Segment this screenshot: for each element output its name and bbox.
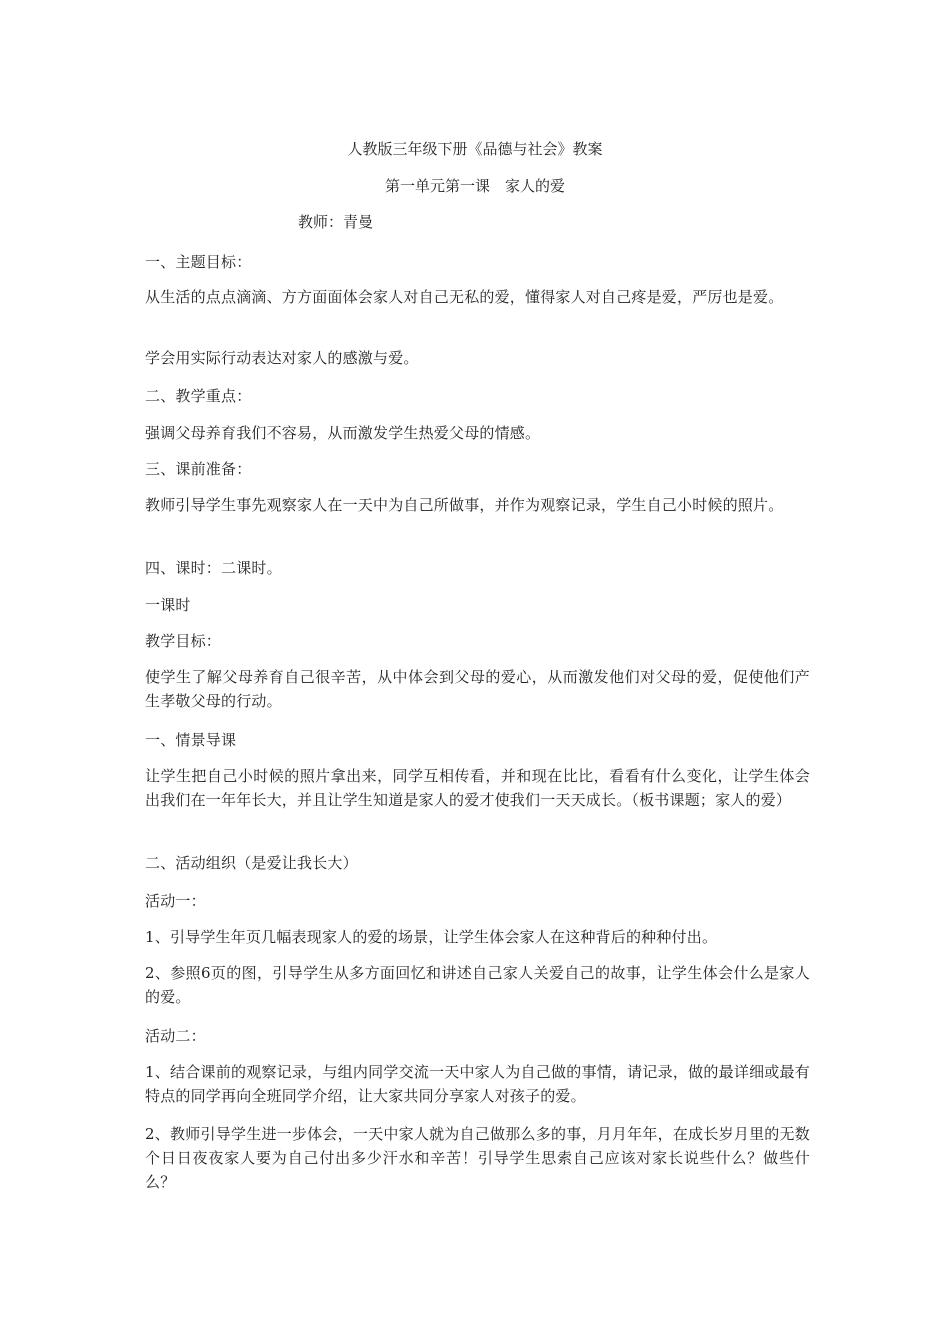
paragraph-goal-2: 学会用实际行动表达对家人的感激与爱。 — [145, 349, 419, 367]
section-heading-intro: 一、情景导课 — [145, 731, 237, 749]
section-heading-activities: 二、活动组织（是爱让我长大） — [145, 854, 358, 872]
section-heading-preparation: 三、课前准备： — [145, 460, 252, 478]
paragraph-teaching-goals: 使学生了解父母养育自己很辛苦，从中体会到父母的爱心，从而激发他们对父母的爱，促使他们产生孝敬父母的行动。 — [145, 668, 810, 710]
activity-one-item-1: 1、引导学生年页几幅表现家人的爱的场景，让学生体会家人在这种背后的种种付出。 — [145, 928, 718, 946]
activity-one-label: 活动一： — [145, 892, 206, 910]
paragraph-focus: 强调父母养育我们不容易，从而激发学生热爱父母的情感。 — [145, 424, 541, 442]
paragraph-preparation: 教师引导学生事先观察家人在一天中为自己所做事，并作为观察记录，学生自己小时候的照片。 — [145, 496, 784, 514]
section-heading-goals: 一、主题目标： — [145, 253, 252, 271]
section-heading-periods: 四、课时：二课时。 — [145, 559, 282, 577]
teacher-line: 教师：青曼 — [298, 213, 374, 231]
paragraph-goal-1: 从生活的点点滴滴、方方面面体会家人对自己无私的爱，懂得家人对自己疼是爱，严厉也是爱。 — [145, 288, 784, 306]
document-title: 人教版三年级下册《品德与社会》教案 — [347, 140, 603, 158]
section-heading-focus: 二、教学重点： — [145, 387, 252, 405]
teaching-goals-label: 教学目标： — [145, 632, 222, 650]
paragraph-intro: 让学生把自己小时候的照片拿出来，同学互相传看，并和现在比比，看看有什么变化，让学生体会出我们在一年年长大，并且让学生知道是家人的爱才使我们一天天成长。（板书课题；家人的爱） — [145, 767, 810, 809]
activity-two-label: 活动二： — [145, 1027, 206, 1045]
activity-two-item-2: 2、教师引导学生进一步体会，一天中家人就为自己做那么多的事，月月年年，在成长岁月里的无数个日日夜夜家人要为自己付出多少汗水和辛苦！引导学生思索自己应该对家长说些什么？做些什么？ — [145, 1125, 810, 1191]
lesson-subtitle: 第一单元第一课 家人的爱 — [384, 177, 565, 195]
activity-two-item-1: 1、结合课前的观察记录，与组内同学交流一天中家人为自己做的事情，请记录，做的最详细或最有特点的同学再向全班同学介绍，让大家共同分享家人对孩子的爱。 — [145, 1063, 810, 1105]
activity-one-item-2: 2、参照6页的图，引导学生从多方面回忆和讲述自己家人关爱自己的故事，让学生体会什么是家人的爱。 — [145, 964, 810, 1006]
period-label: 一课时 — [145, 596, 191, 614]
